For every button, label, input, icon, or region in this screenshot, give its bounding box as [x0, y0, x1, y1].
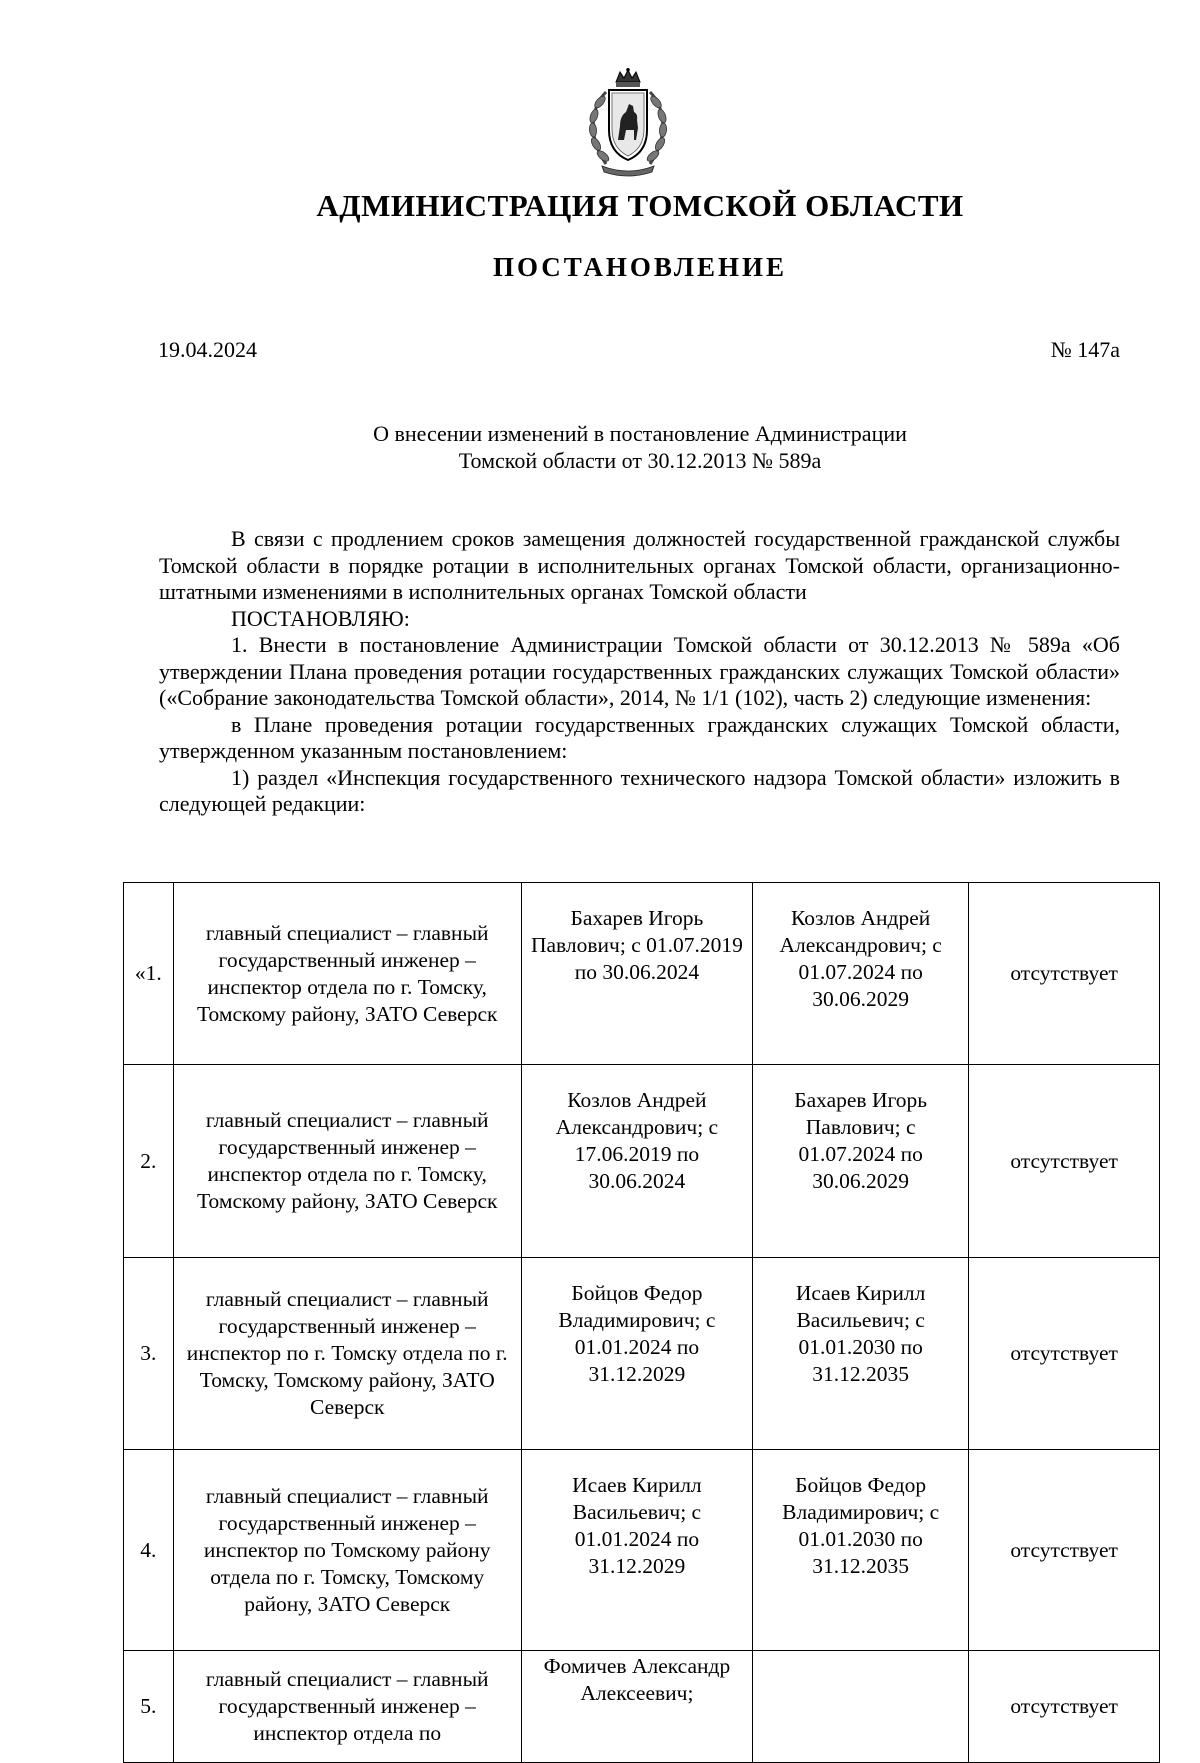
position-cell: главный специалист – главный государственный инженер – инспектор по г. Томску отдела по г. Томску, Томскому району, ЗАТО Северск	[173, 1258, 521, 1450]
next-employee-cell: Исаев Кирилл Васильевич; с 01.01.2030 по 31.12.2035	[753, 1258, 969, 1450]
rotation-plan-table	[123, 882, 1160, 1763]
table-row	[124, 1065, 1160, 1258]
body-paragraph-item-1: 1. Внести в постановление Администрации Томской области от 30.12.2013 № 589а «Об утверждении Плана проведения ротации государственных гражданских служащих Томской области» («Собрание законодательства Томской области», 2014, № 1/1 (102), часть 2) следующие изменения:	[159, 632, 1120, 710]
note-cell: отсутствует	[969, 1450, 1160, 1651]
row-number: 5.	[124, 1651, 174, 1763]
current-employee-cell: Бахарев Игорь Павлович; с 01.07.2019 по 30.06.2024	[521, 883, 752, 1065]
subject-line-2: Томской области от 30.12.2013 № 589а	[458, 448, 822, 473]
body-paragraph-plan: в Плане проведения ротации государственных гражданских служащих Томской области, утвержденном указанным постановлением:	[159, 711, 1120, 763]
organization-title: АДМИНИСТРАЦИЯ ТОМСКОЙ ОБЛАСТИ	[316, 188, 964, 223]
document-date: 19.04.2024	[158, 337, 257, 362]
table-row	[124, 1450, 1160, 1651]
row-number: 3.	[124, 1258, 174, 1450]
document-number: № 147а	[1050, 337, 1120, 362]
next-employee-cell: Бойцов Федор Владимирович; с 01.01.2030 по 31.12.2035	[753, 1450, 969, 1651]
current-employee-cell: Козлов Андрей Александрович; с 17.06.2019 по 30.06.2024	[521, 1065, 752, 1258]
note-cell: отсутствует	[969, 883, 1160, 1065]
table-row	[124, 1651, 1160, 1763]
body-paragraph-preamble: В связи с продлением сроков замещения должностей государственной гражданской службы Томской области в порядке ротации в исполнительных органах Томской области, организационно-штатными изменениями в исполнительных органах Томской области	[159, 526, 1120, 604]
note-cell: отсутствует	[969, 1258, 1160, 1450]
current-employee-cell: Исаев Кирилл Васильевич; с 01.01.2024 по 31.12.2029	[521, 1450, 752, 1651]
next-employee-cell: Бахарев Игорь Павлович; с 01.07.2024 по 30.06.2029	[753, 1065, 969, 1258]
position-cell: главный специалист – главный государственный инженер – инспектор отдела по г. Томску, Томскому району, ЗАТО Северск	[173, 883, 521, 1065]
body-paragraph-resolve: ПОСТАНОВЛЯЮ:	[231, 605, 410, 631]
next-employee-cell	[753, 1651, 969, 1763]
document-type: ПОСТАНОВЛЕНИЕ	[492, 252, 788, 282]
coat-of-arms-icon	[576, 68, 680, 180]
row-number: 2.	[124, 1065, 174, 1258]
table-row	[124, 1258, 1160, 1450]
subject-line-1: О внесении изменений в постановление Администрации	[373, 421, 907, 446]
current-employee-cell: Бойцов Федор Владимирович; с 01.01.2024 по 31.12.2029	[521, 1258, 752, 1450]
document-body	[159, 526, 1120, 818]
body-paragraph-section: 1) раздел «Инспекция государственного технического надзора Томской области» изложить в следующей редакции:	[159, 764, 1120, 816]
position-cell: главный специалист – главный государственный инженер – инспектор отдела по г. Томску, Томскому району, ЗАТО Северск	[173, 1065, 521, 1258]
table-row	[124, 883, 1160, 1065]
note-cell: отсутствует	[969, 1651, 1160, 1763]
note-cell: отсутствует	[969, 1065, 1160, 1258]
next-employee-cell: Козлов Андрей Александрович; с 01.07.2024 по 30.06.2029	[753, 883, 969, 1065]
position-cell: главный специалист – главный государственный инженер – инспектор по Томскому району отдела по г. Томску, Томскому району, ЗАТО Северск	[173, 1450, 521, 1651]
row-number: 4.	[124, 1450, 174, 1651]
row-number: «1.	[124, 883, 174, 1065]
document-subject	[0, 420, 1200, 474]
position-cell: главный специалист – главный государственный инженер – инспектор отдела по	[173, 1651, 521, 1763]
current-employee-cell: Фомичев Александр Алексеевич;	[521, 1651, 752, 1763]
